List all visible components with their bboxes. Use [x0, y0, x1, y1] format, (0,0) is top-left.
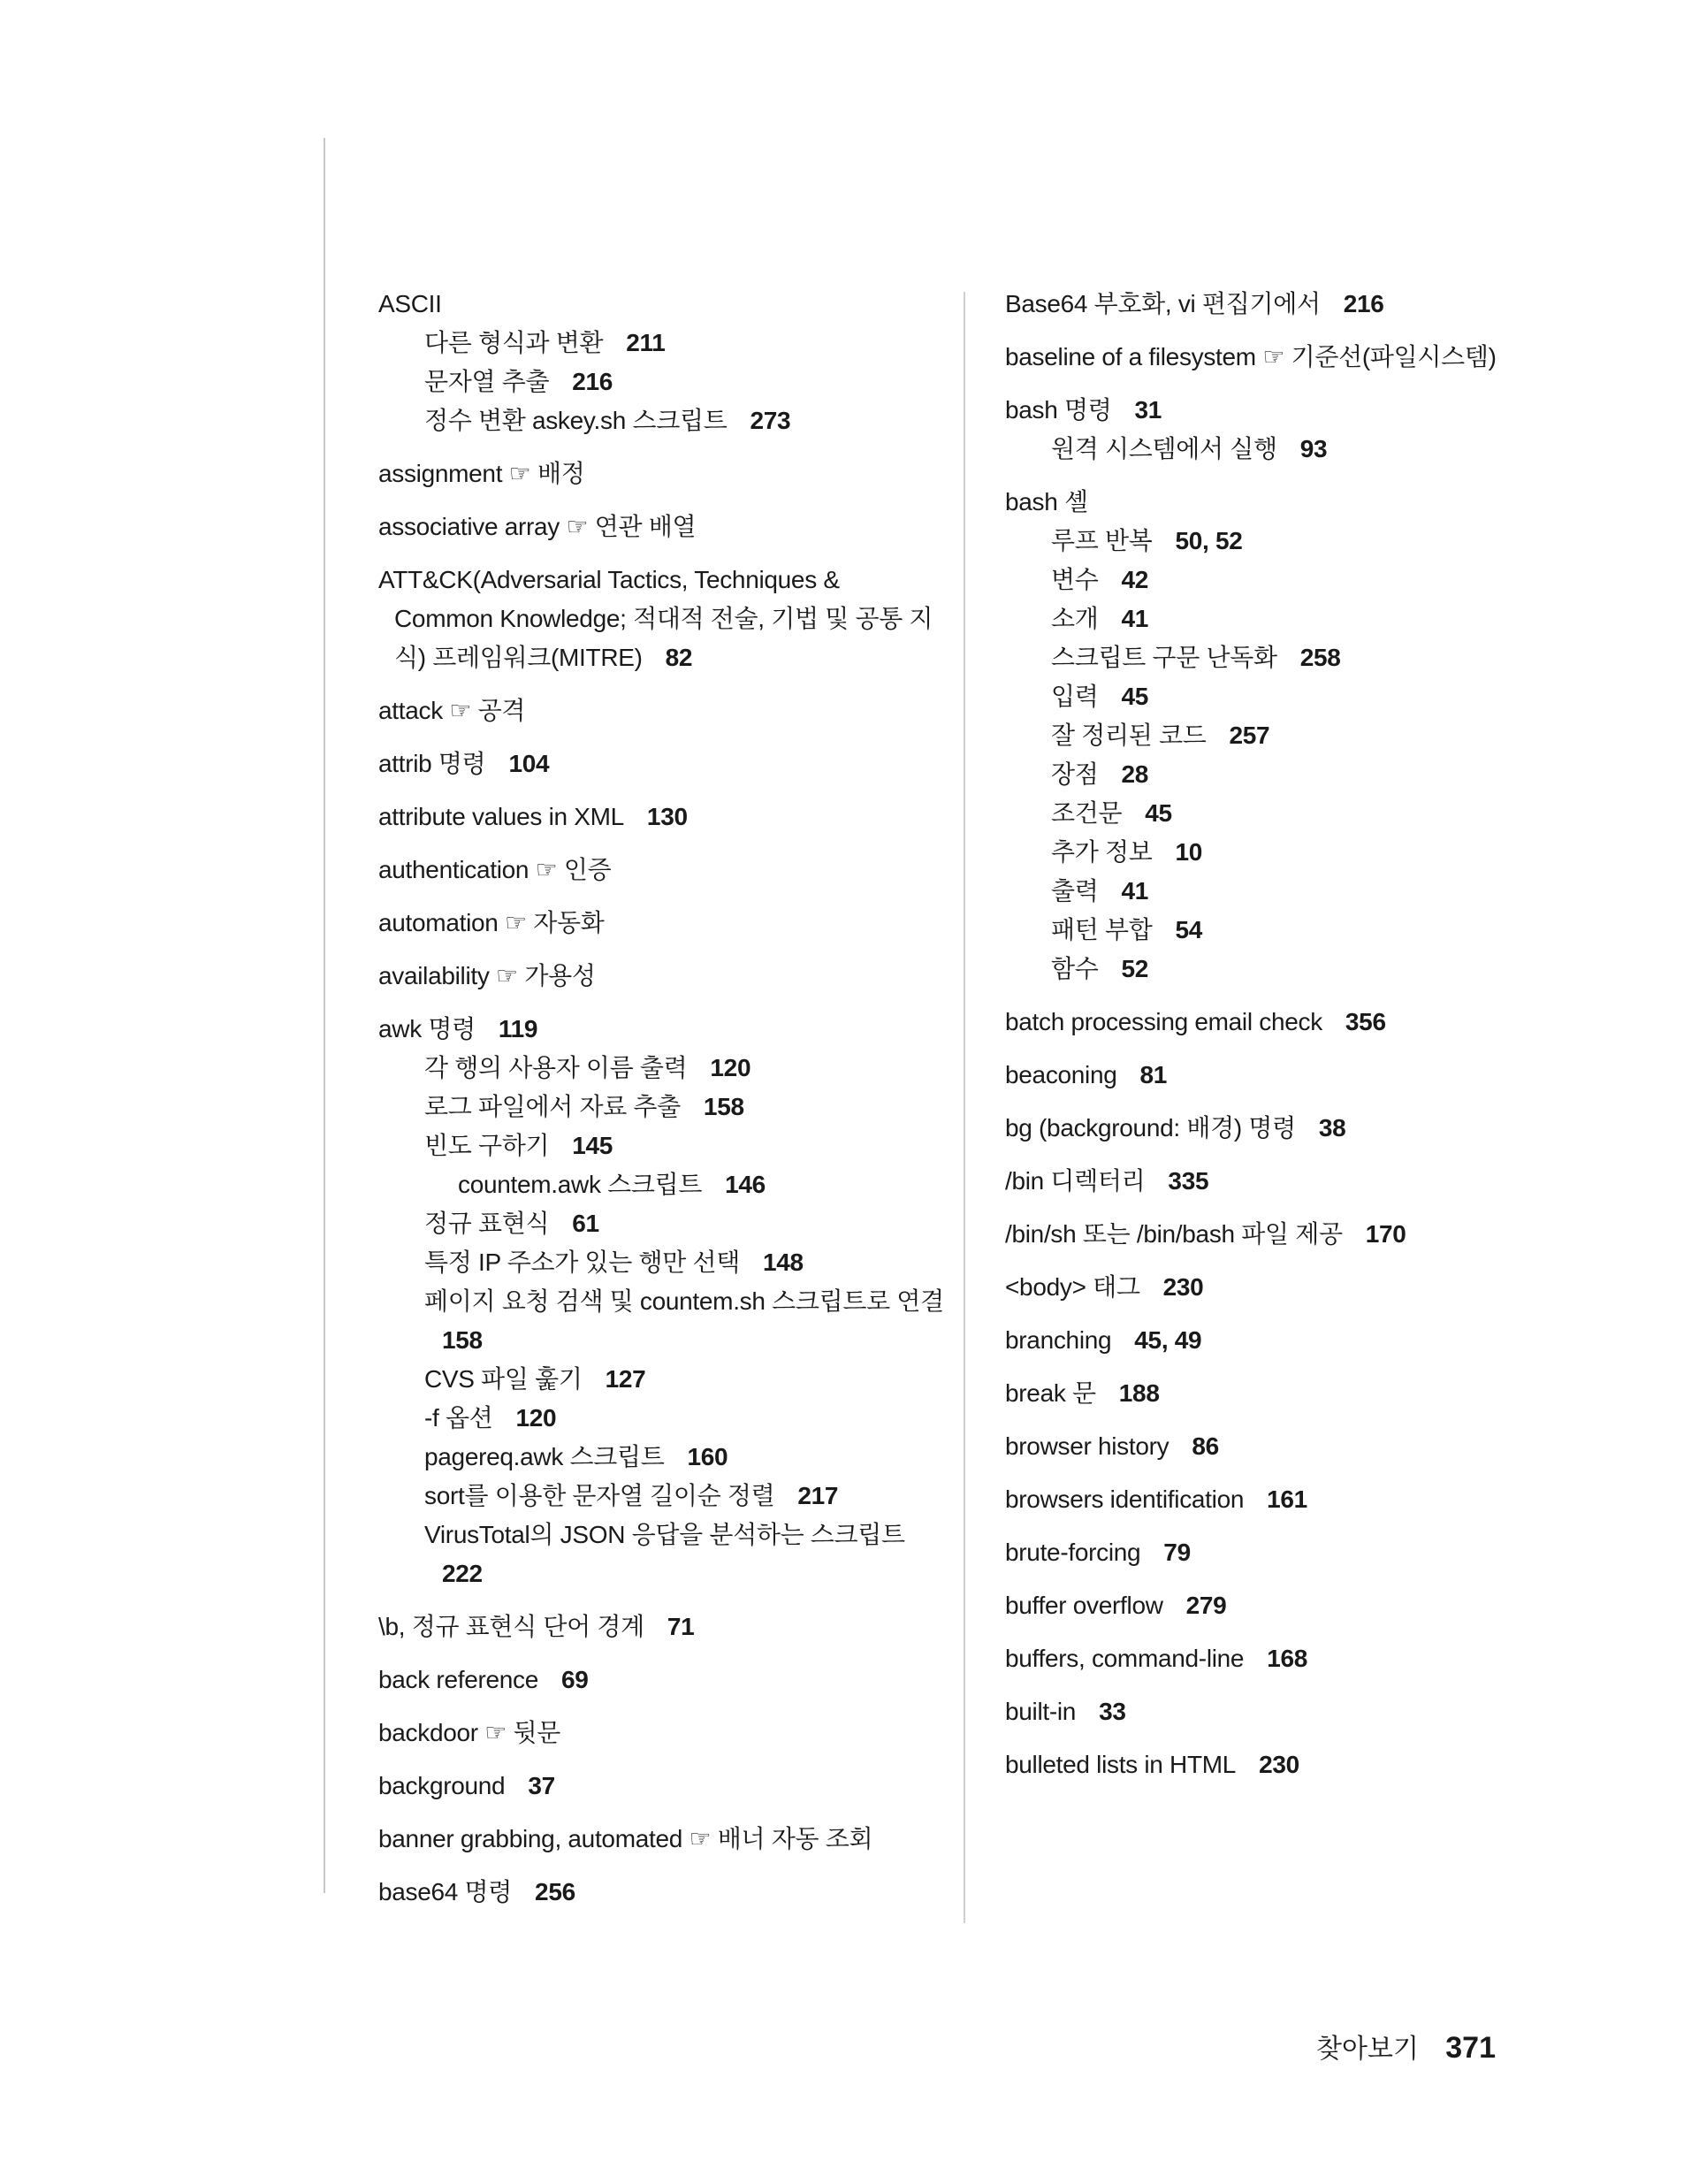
- index-entry: [1005, 288, 1384, 320]
- index-entry: [1005, 1006, 1386, 1038]
- index-term: background: [378, 1772, 506, 1799]
- index-entry: [378, 1611, 694, 1643]
- index-page-ref: 10: [1175, 838, 1203, 866]
- index-entry: [1005, 1537, 1191, 1569]
- index-entry: [1051, 603, 1148, 635]
- index-entry: [378, 458, 584, 490]
- index-term: backdoor ☞ 뒷문: [378, 1719, 561, 1746]
- index-entry: [1005, 1643, 1307, 1675]
- index-entry: [1051, 720, 1269, 752]
- index-entry: [378, 288, 442, 320]
- index-entry: [378, 1664, 589, 1696]
- index-entry: [424, 1052, 750, 1084]
- index-entry: [1051, 433, 1327, 465]
- index-entry: [442, 1325, 483, 1356]
- index-entry: [378, 1876, 575, 1908]
- index-page-ref: 42: [1121, 566, 1149, 593]
- index-entry: [424, 1091, 744, 1123]
- index-term: 각 행의 사용자 이름 출력: [424, 1054, 688, 1081]
- index-term: CVS 파일 훑기: [424, 1365, 583, 1393]
- index-entry: [378, 1717, 560, 1749]
- index-term: bulleted lists in HTML: [1005, 1751, 1237, 1778]
- index-term: \b, 정규 표현식 단어 경계: [378, 1613, 644, 1640]
- index-term: 조건문: [1051, 799, 1123, 827]
- index-page-ref: 31: [1134, 396, 1162, 424]
- index-entry: [424, 405, 790, 437]
- index-entry: [1005, 1218, 1406, 1250]
- index-term: browsers identification: [1005, 1485, 1245, 1513]
- index-page-ref: 256: [535, 1878, 575, 1905]
- index-page-ref: 158: [703, 1093, 744, 1120]
- index-term: -f 옵션: [424, 1404, 493, 1432]
- index-term: buffers, command-line: [1005, 1645, 1245, 1672]
- index-page-ref: 38: [1318, 1114, 1346, 1142]
- index-term: attack ☞ 공격: [378, 697, 526, 724]
- index-page-ref: 356: [1345, 1008, 1386, 1035]
- index-page-ref: 61: [572, 1210, 599, 1237]
- index-page-ref: 145: [572, 1132, 613, 1159]
- index-entry: [424, 1247, 804, 1279]
- index-term: 정규 표현식: [424, 1210, 550, 1237]
- index-term: associative array ☞ 연관 배열: [378, 513, 697, 540]
- index-term: 변수: [1051, 566, 1099, 593]
- index-term: buffer overflow: [1005, 1592, 1163, 1619]
- index-term: 입력: [1051, 683, 1099, 710]
- index-page-ref: 158: [442, 1326, 483, 1354]
- index-page-ref: 69: [561, 1666, 589, 1693]
- index-page-ref: 127: [605, 1365, 646, 1393]
- index-entry: [394, 603, 933, 635]
- index-term: brute-forcing: [1005, 1539, 1141, 1566]
- index-term: 장점: [1051, 760, 1099, 788]
- index-term: built-in: [1005, 1698, 1077, 1725]
- index-page-ref: 52: [1121, 955, 1149, 982]
- index-page-ref: 41: [1121, 877, 1149, 905]
- index-entry: [1005, 1325, 1201, 1356]
- index-entry: [394, 642, 692, 674]
- index-term: 출력: [1051, 877, 1099, 905]
- index-term: 추가 정보: [1051, 838, 1153, 866]
- index-page-ref: 168: [1267, 1645, 1308, 1672]
- index-entry: [442, 1558, 483, 1590]
- index-entry: [1005, 1749, 1299, 1781]
- index-page-ref: 170: [1365, 1220, 1406, 1248]
- index-page-ref: 216: [1343, 290, 1384, 317]
- index-term: Base64 부호화, vi 편집기에서: [1005, 290, 1321, 317]
- index-page-ref: 119: [498, 1015, 538, 1042]
- page-footer: [1316, 2030, 1496, 2067]
- index-page-ref: 41: [1121, 605, 1149, 632]
- index-page-ref: 28: [1121, 760, 1149, 788]
- index-term: countem.awk 스크립트: [458, 1171, 703, 1198]
- index-page-ref: 258: [1299, 644, 1341, 671]
- index-entry: [1005, 1696, 1126, 1728]
- index-page-ref: 279: [1185, 1592, 1227, 1619]
- index-page-ref: 120: [710, 1054, 751, 1081]
- footer-section-label: 찾아보기: [1316, 2035, 1419, 2064]
- index-entry: [378, 1013, 537, 1045]
- index-entry: [424, 1402, 556, 1434]
- index-page-ref: 104: [508, 750, 550, 777]
- index-term: baseline of a filesystem ☞ 기준선(파일시스템): [1005, 343, 1497, 370]
- column-divider: [964, 292, 965, 1923]
- index-term: 다른 형식과 변환: [424, 329, 604, 356]
- index-term: pagereq.awk 스크립트: [424, 1443, 665, 1470]
- index-page-ref: 257: [1229, 722, 1270, 749]
- index-entry: [424, 1208, 599, 1240]
- index-page-ref: 335: [1168, 1167, 1209, 1195]
- index-entry: [1005, 486, 1088, 518]
- index-page-ref: 230: [1162, 1273, 1204, 1301]
- index-term: bg (background: 배경) 명령: [1005, 1114, 1296, 1142]
- index-term: browser history: [1005, 1432, 1169, 1460]
- index-term: attribute values in XML: [378, 803, 624, 830]
- index-page-ref: 161: [1267, 1485, 1307, 1513]
- index-term: base64 명령: [378, 1878, 513, 1905]
- index-entry: [1051, 525, 1243, 557]
- index-entry: [424, 327, 665, 359]
- index-term: availability ☞ 가용성: [378, 962, 596, 989]
- index-term: 원격 시스템에서 실행: [1051, 435, 1277, 462]
- index-term: 루프 반복: [1051, 527, 1153, 554]
- index-term: VirusTotal의 JSON 응답을 분석하는 스크립트: [424, 1521, 905, 1548]
- index-entry: [1051, 953, 1148, 985]
- index-term: back reference: [378, 1666, 539, 1693]
- index-term: Common Knowledge; 적대적 전술, 기법 및 공통 지: [394, 605, 933, 632]
- index-term: authentication ☞ 인증: [378, 856, 612, 883]
- index-term: beaconing: [1005, 1061, 1117, 1088]
- index-term: ASCII: [378, 290, 442, 317]
- index-entry: [378, 695, 525, 727]
- index-entry: [1005, 1112, 1345, 1144]
- index-page-ref: 146: [725, 1171, 766, 1198]
- index-term: /bin 디렉터리: [1005, 1167, 1146, 1195]
- index-page-ref: 37: [528, 1772, 555, 1799]
- page-number: 371: [1445, 2031, 1496, 2065]
- index-entry: [378, 511, 696, 543]
- index-entry: [1005, 1590, 1226, 1622]
- index-page-ref: 222: [442, 1560, 483, 1587]
- index-term: bash 셸: [1005, 488, 1088, 515]
- index-page-ref: 82: [665, 644, 693, 671]
- index-entry: [378, 748, 549, 780]
- index-term: assignment ☞ 배정: [378, 460, 585, 487]
- index-page-ref: 216: [572, 368, 613, 395]
- index-entry: [378, 801, 688, 833]
- index-entry: [424, 1286, 944, 1317]
- index-page-ref: 211: [626, 329, 666, 356]
- index-entry: [1005, 1378, 1160, 1409]
- index-entry: [378, 960, 596, 992]
- index-term: awk 명령: [378, 1015, 476, 1042]
- index-term: banner grabbing, automated ☞ 배너 자동 조회: [378, 1825, 873, 1852]
- index-term: 페이지 요청 검색 및 countem.sh 스크립트로 연결: [424, 1287, 944, 1315]
- index-entry: [424, 1480, 838, 1512]
- index-entry: [424, 366, 613, 398]
- index-entry: [1051, 836, 1202, 868]
- index-term: batch processing email check: [1005, 1008, 1322, 1035]
- index-page-ref: 86: [1192, 1432, 1219, 1460]
- index-entry: [378, 564, 840, 596]
- index-entry: [1051, 798, 1172, 829]
- index-entry: [424, 1363, 645, 1395]
- index-page-ref: 273: [750, 407, 791, 434]
- index-page-ref: 33: [1099, 1698, 1126, 1725]
- index-term: 식) 프레임워크(MITRE): [394, 644, 643, 671]
- index-page-ref: 45, 49: [1134, 1326, 1202, 1354]
- index-page-ref: 54: [1175, 916, 1203, 943]
- index-page-ref: 45: [1121, 683, 1149, 710]
- index-term: 정수 변환 askey.sh 스크립트: [424, 407, 728, 434]
- index-entry: [1005, 1484, 1307, 1516]
- index-term: attrib 명령: [378, 750, 486, 777]
- index-term: 함수: [1051, 955, 1099, 982]
- index-entry: [1051, 642, 1341, 674]
- index-entry: [424, 1441, 728, 1473]
- index-term: automation ☞ 자동화: [378, 909, 605, 936]
- index-term: <body> 태그: [1005, 1273, 1140, 1301]
- index-entry: [1005, 1271, 1203, 1303]
- index-entry: [1051, 759, 1148, 790]
- index-entry: [1051, 875, 1148, 907]
- index-page-ref: 130: [646, 803, 688, 830]
- index-entry: [424, 1519, 905, 1551]
- index-entry: [1051, 681, 1148, 713]
- index-entry: [378, 854, 611, 886]
- index-entry: [424, 1130, 613, 1162]
- index-page-ref: 79: [1163, 1539, 1191, 1566]
- index-term: bash 명령: [1005, 396, 1112, 424]
- index-entry: [378, 1770, 555, 1802]
- index-term: branching: [1005, 1326, 1112, 1354]
- index-term: 문자열 추출: [424, 368, 550, 395]
- index-entry: [1005, 341, 1497, 373]
- page-margin-rule: [324, 138, 325, 1893]
- index-entry: [1005, 394, 1162, 426]
- index-page-ref: 148: [762, 1249, 804, 1276]
- index-page-ref: 93: [1299, 435, 1328, 462]
- index-entry: [1051, 914, 1202, 946]
- index-term: 로그 파일에서 자료 추출: [424, 1093, 681, 1120]
- index-page-ref: 71: [667, 1613, 695, 1640]
- index-page-ref: 120: [515, 1404, 557, 1432]
- index-page-ref: 160: [687, 1443, 728, 1470]
- index-term: ATT&CK(Adversarial Tactics, Techniques &: [378, 566, 840, 593]
- index-term: sort를 이용한 문자열 길이순 정렬: [424, 1482, 775, 1509]
- index-page-ref: 188: [1118, 1379, 1160, 1407]
- index-page-ref: 50, 52: [1175, 527, 1243, 554]
- index-term: break 문: [1005, 1379, 1096, 1407]
- index-term: 특정 IP 주소가 있는 행만 선택: [424, 1249, 740, 1276]
- index-term: 스크립트 구문 난독화: [1051, 644, 1277, 671]
- index-entry: [458, 1169, 766, 1201]
- index-term: /bin/sh 또는 /bin/bash 파일 제공: [1005, 1220, 1343, 1248]
- index-entry: [1005, 1431, 1219, 1462]
- index-entry: [1051, 564, 1148, 596]
- index-entry: [1005, 1165, 1208, 1197]
- index-term: 빈도 구하기: [424, 1132, 550, 1159]
- index-entry: [1005, 1059, 1167, 1091]
- index-term: 소개: [1051, 605, 1099, 632]
- index-page-ref: 230: [1259, 1751, 1299, 1778]
- index-term: 패턴 부합: [1051, 916, 1153, 943]
- index-page-ref: 45: [1145, 799, 1172, 827]
- index-page-ref: 81: [1139, 1061, 1168, 1088]
- index-term: 잘 정리된 코드: [1051, 722, 1207, 749]
- index-entry: [378, 907, 605, 939]
- index-page-ref: 217: [797, 1482, 839, 1509]
- index-entry: [378, 1823, 872, 1855]
